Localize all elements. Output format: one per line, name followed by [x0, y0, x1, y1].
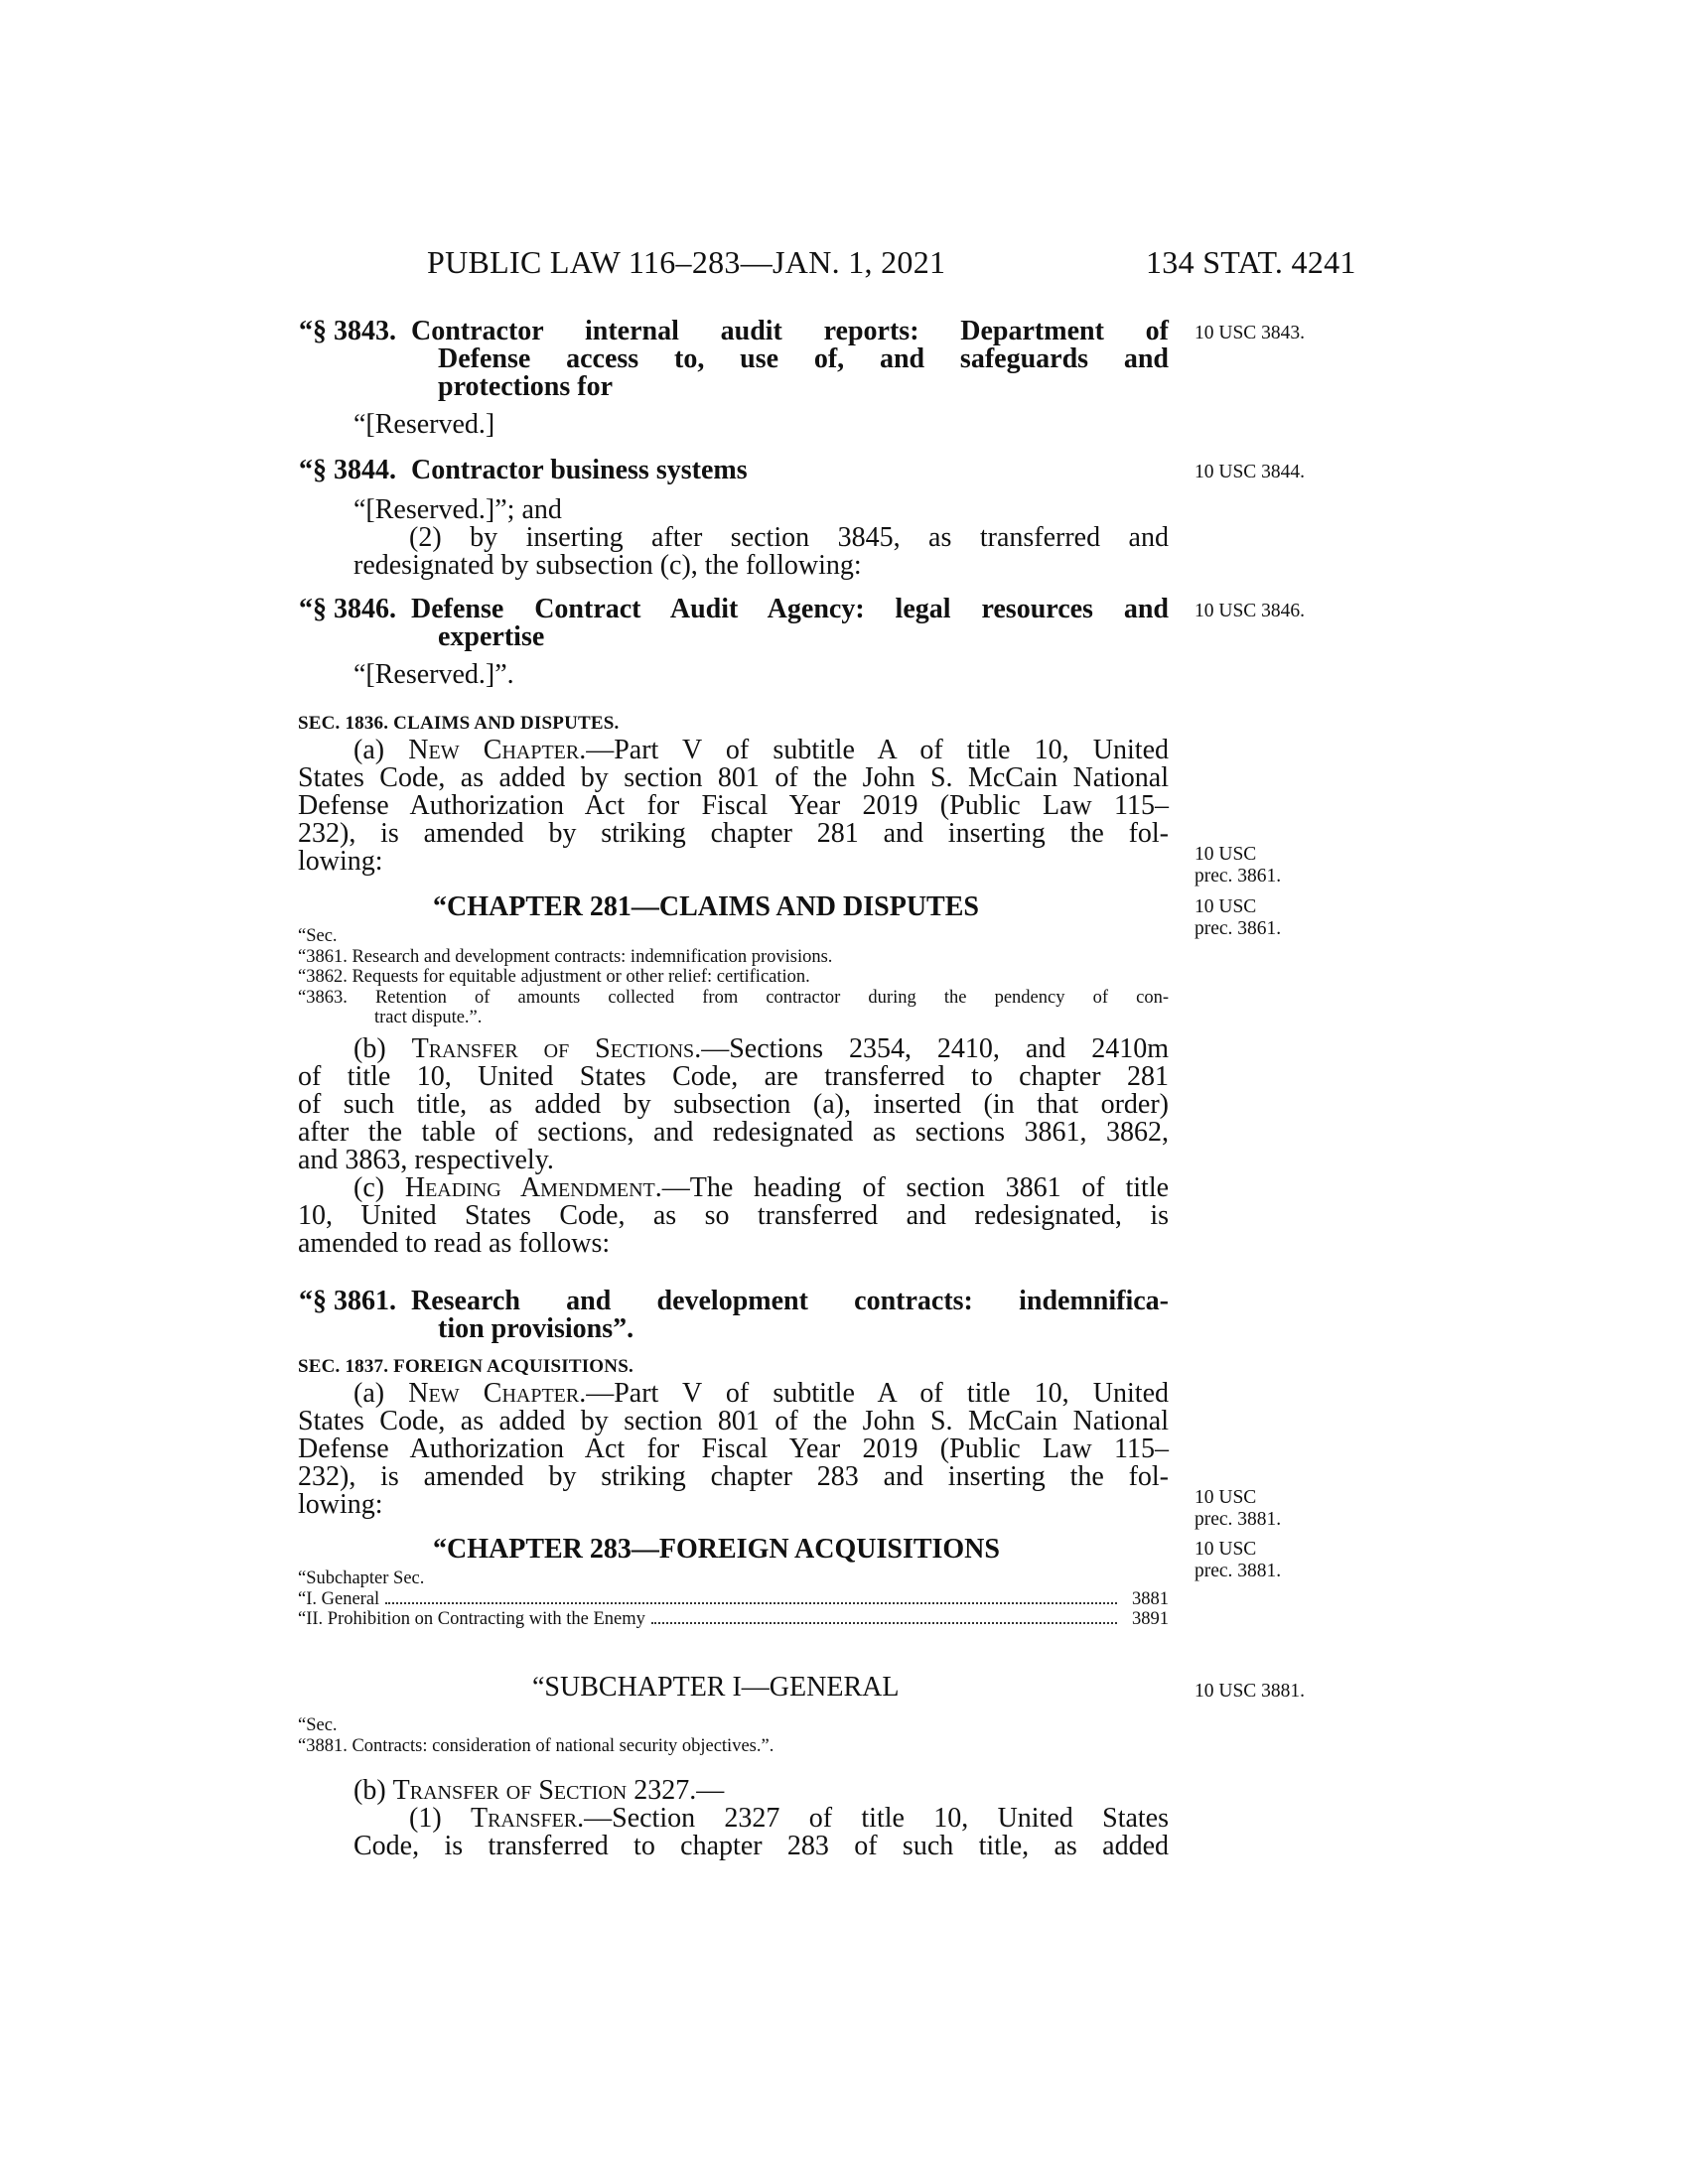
text-line: lowing: [298, 846, 383, 877]
margin-note-3844: 10 USC 3844. [1195, 462, 1306, 482]
toc-header: “Sec. [298, 926, 338, 946]
text-line: Defense Authorization Act for Fiscal Year 2019 (Public Law 115– [298, 790, 1169, 821]
margin-note-3843: 10 USC 3843. [1195, 323, 1306, 343]
text-line [353, 1174, 1169, 1202]
margin-note-3846: 10 USC 3846. [1195, 601, 1306, 621]
subsection-caption: New Chapter [408, 1378, 580, 1409]
text-run: .—The heading of section 3861 of title [654, 1172, 1170, 1203]
toc-entry: “3881. Contracts: consideration of national security objectives.”. [298, 1735, 774, 1756]
margin-note-prec-3881 [1195, 1487, 1281, 1531]
toc-entry [298, 1589, 1169, 1610]
toc-page: 3891 [1132, 1609, 1169, 1629]
section-number: “§ 3846. [299, 594, 396, 624]
margin-note-chapter-283 [1195, 1539, 1281, 1582]
margin-line: prec. 3881. [1195, 1509, 1282, 1530]
section-3861-heading [299, 1288, 1169, 1343]
margin-note-prec-3861 [1195, 844, 1281, 887]
toc-page: 3881 [1132, 1588, 1169, 1609]
section-title-line: Defense Contract Audit Agency: legal resources and [411, 594, 1169, 624]
toc-entry [298, 1609, 1169, 1630]
reserved-text: “[Reserved.]”. [353, 659, 514, 690]
sec-1836-heading: SEC. 1836. CLAIMS AND DISPUTES. [298, 713, 620, 734]
toc-header: “Subchapter Sec. [298, 1569, 425, 1588]
subchapter-i-table-of-sections [298, 1715, 1169, 1756]
reserved-text: “[Reserved.]”; and [353, 494, 562, 525]
subsection-label: (a) [353, 1378, 409, 1409]
toc-header: “Sec. [298, 1715, 338, 1735]
subsection-caption: Heading Amendment [404, 1172, 655, 1203]
dot-leader [385, 1602, 1117, 1604]
section-title-line: tion provisions”. [438, 1313, 634, 1344]
sec-1837-subsection-b [353, 1777, 724, 1805]
text-line: amended to read as follows: [298, 1228, 611, 1259]
running-header-left: PUBLIC LAW 116–283—JAN. 1, 2021 [427, 244, 946, 280]
paragraph-label: (1) [409, 1803, 471, 1834]
text-line: redesignated by subsection (c), the following: [353, 550, 862, 581]
section-3846-heading [299, 596, 1169, 651]
margin-line: 10 USC [1195, 844, 1257, 865]
margin-line: 10 USC [1195, 1487, 1257, 1508]
page-number: 134 STAT. 4241 [1146, 244, 1356, 280]
text-line: (2) by inserting after section 3845, as transferred and [409, 522, 1169, 553]
text-line: 232), is amended by striking chapter 281 and inserting the fol- [298, 818, 1169, 849]
paragraph-caption: Transfer [470, 1803, 578, 1834]
subsection-label: (b) [353, 1775, 393, 1806]
text-line [409, 1805, 1169, 1833]
subsection-caption: Transfer of Sections [411, 1033, 695, 1064]
section-number: “§ 3844. [299, 455, 396, 485]
subsection-label: (b) [353, 1033, 412, 1064]
section-title-line: Contractor internal audit reports: Department of [411, 316, 1169, 346]
section-3844-heading [299, 457, 1169, 484]
subsection-caption: New Chapter [408, 735, 580, 765]
text-line: 232), is amended by striking chapter 283 and inserting the fol- [298, 1461, 1169, 1492]
section-number: “§ 3843. [299, 316, 396, 346]
margin-note-chapter-281 [1195, 896, 1281, 940]
section-title-line: protections for [438, 371, 613, 402]
text-line: States Code, as added by section 801 of the John S. McCain National [298, 1406, 1169, 1436]
text-line [353, 737, 1169, 764]
chapter-283-heading: “CHAPTER 283—FOREIGN ACQUISITIONS [433, 1534, 1000, 1565]
reserved-text: “[Reserved.] [353, 409, 495, 440]
sec-1837-paragraph-b1 [298, 1805, 1169, 1860]
margin-line: prec. 3861. [1195, 866, 1282, 887]
text-run: .—Section 2327 of title 10, United States [577, 1803, 1169, 1834]
sec-1837-subsection-a [298, 1380, 1169, 1519]
subsection-label: (c) [353, 1172, 405, 1203]
toc-label: “I. General [298, 1588, 380, 1609]
margin-line: prec. 3861. [1195, 918, 1282, 939]
chapter-283-table-of-subchapters [298, 1569, 1169, 1630]
margin-line: 10 USC [1195, 896, 1257, 917]
subchapter-i-heading: “SUBCHAPTER I—GENERAL [532, 1672, 900, 1703]
text-run: .—Part V of subtitle A of title 10, United [579, 735, 1169, 765]
text-line: of such title, as added by subsection (a), inserted (in that order) [298, 1089, 1169, 1120]
section-title-line: Defense access to, use of, and safeguards and [438, 343, 1169, 374]
paragraph-item-2 [298, 524, 1169, 580]
text-line: after the table of sections, and redesignated as sections 3861, 3862, [298, 1117, 1169, 1148]
sec-1836-subsection-b [298, 1035, 1169, 1174]
toc-entry: “3861. Research and development contracts: indemnification provisions. [298, 946, 833, 967]
toc-entry: tract dispute.”. [374, 1008, 483, 1027]
section-title-line: Research and development contracts: indemnifica- [411, 1286, 1169, 1316]
text-line: 10, United States Code, as so transferred and redesignated, is [298, 1200, 1169, 1231]
text-run: .—Sections 2354, 2410, and 2410m [694, 1033, 1170, 1064]
sec-1836-subsection-a [298, 737, 1169, 876]
section-title-line: expertise [438, 621, 545, 652]
margin-line: 10 USC [1195, 1539, 1257, 1560]
chapter-281-table-of-sections [298, 926, 1169, 1028]
text-line: Code, is transferred to chapter 283 of such title, as added [353, 1831, 1169, 1861]
text-run: 2327.— [627, 1775, 725, 1806]
text-line: Defense Authorization Act for Fiscal Year 2019 (Public Law 115– [298, 1433, 1169, 1464]
text-line: and 3863, respectively. [298, 1145, 554, 1175]
text-line [353, 1035, 1169, 1063]
text-run: .—Part V of subtitle A of title 10, United [579, 1378, 1169, 1409]
sec-1837-heading: SEC. 1837. FOREIGN ACQUISITIONS. [298, 1356, 633, 1377]
margin-note-3881: 10 USC 3881. [1195, 1681, 1306, 1702]
text-line: lowing: [298, 1489, 383, 1520]
sec-1836-subsection-c [298, 1174, 1169, 1258]
toc-entry: “3863. Retention of amounts collected from contractor during the pendency of con- [298, 987, 1169, 1008]
margin-line: prec. 3881. [1195, 1561, 1282, 1581]
text-line: of title 10, United States Code, are transferred to chapter 281 [298, 1061, 1169, 1092]
section-title: Contractor business systems [411, 455, 748, 485]
toc-entry: “3862. Requests for equitable adjustment or other relief: certification. [298, 967, 810, 987]
section-3843-heading [299, 318, 1169, 401]
subsection-label: (a) [353, 735, 409, 765]
text-line: States Code, as added by section 801 of the John S. McCain National [298, 762, 1169, 793]
section-number: “§ 3861. [299, 1286, 396, 1316]
text-line [353, 1380, 1169, 1408]
toc-label: “II. Prohibition on Contracting with the Enemy [298, 1609, 645, 1629]
dot-leader [651, 1622, 1117, 1624]
subsection-caption: Transfer of Section [392, 1775, 628, 1806]
chapter-281-heading: “CHAPTER 281—CLAIMS AND DISPUTES [433, 891, 979, 922]
